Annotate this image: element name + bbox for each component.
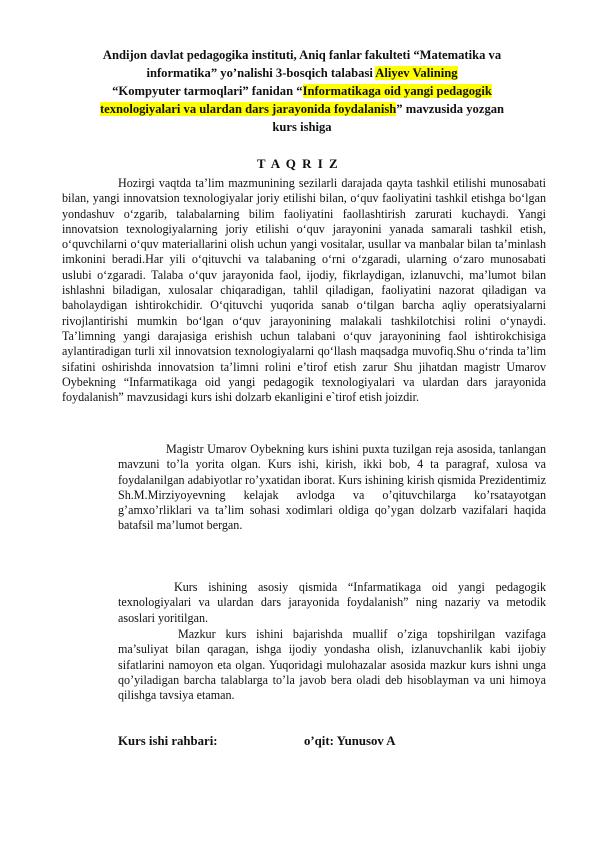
header-line-1: Andijon davlat pedagogika instituti, Aniq fanlar fakulteti “Matematika va <box>102 48 502 62</box>
paragraph-conclusion: Mazkur kurs ishini bajarishda muallif o’ziga topshirilgan vazifaga ma’suliyat bilan qaragan, ishga ijodiy yondasha olish, izlanuvchanlik kabi ijobiy sifatlarini namoyon eta olgan. Yuqoridagi mulohazalar asosida mazkur kurs ishni unga qo’yiladigan barcha talablarga to’la javob bera oladi deb hisoblayman va uni himoya qilishga tavsiya etaman. <box>118 627 546 703</box>
document-header <box>60 46 544 136</box>
paragraph-intro: Hozirgi vaqtda ta’lim mazmunining sezilarli darajada qayta tashkil etilishi munosabati bilan, yangi innovatsion texnologiyalar joriy etilishi bilan, o‘quv faoliyatini tashkil etishga bo‘lgan yondashuv o‘zgarib, talabalarning bilim faoliyatini faollashtirish zarurati kuchaydi. Yangi innovatsion texnologiyalarning joriy etilishi o‘quv jarayonini yanada samarali tashkil etish, o‘quvchilarni o‘quv materiallarini olish uchun yangi vositalar, usullar va manbalar bilan ta’minlash imkonini beradi.Har yili o‘qituvchi va talabaning o‘rni o‘zgaradi, ularning o‘zaro munosabati uslubi o‘zgaradi. Talaba o‘quv jarayonida faol, ijodiy, fikrlaydigan, izlanuvchi, ma’lumot bilan ishlashni biladigan, xulosalar chiqaradigan, tahlil qiladigan, faoliyatini nazorat qiladigan va baholaydigan ishtirokchidir. O‘qituvchi yuqorida sanab o‘tilgan barcha aqliy operatsiyalarni rivojlantirishi mumkin bo‘lgan o‘quv jarayonining malakali tashkilotchisi rolini o‘ynaydi. Ta’limning yangi darajasiga erishish uchun talabani o‘quv jarayonining faol ishtirokchisiga aylantiradigan turli xil innovatsion texnologiyalarni qo‘llash maqsadga muvofiq.Shu o‘rinda ta’lim sifatini oshirishda innovatsion ta’limni rolini e’tirof etish zarur Shu jihatdan magistr Umarov Oybekning “Infarmatikaga oid yangi pedagogik texnologiyalari va ulardan dars jarayonida foydalanish” mavzusidagi kurs ishi dolzarb ekanligini e`tirof etish joizdir. <box>62 176 546 405</box>
topic-highlight-a: Informatikaga oid yangi pedagogik <box>302 84 492 98</box>
header-line-4: ” mavzusida yozgan <box>396 102 505 116</box>
header-line-3: “Kompyuter tarmoqlari” fanidan “ <box>112 84 303 98</box>
paragraph-main-part: Kurs ishining asosiy qismida “Infarmatikaga oid yangi pedagogik texnologiyalari va ulardan dars jarayonida foydalanish” ning nazariy va metodik asoslari yoritilgan. <box>118 580 546 625</box>
supervisor-name: o’qit: Yunusov A <box>304 734 396 748</box>
topic-highlight-b: texnologiyalari va ulardan dars jarayonida foydalanish <box>99 102 397 116</box>
header-line-5: kurs ishiga <box>272 120 332 134</box>
review-title: T A Q R I Z <box>256 156 340 171</box>
student-name-highlight: Aliyev Valining <box>375 66 458 80</box>
header-line-2: informatika” yo’nalishi 3-bosqich talabasi <box>146 66 376 80</box>
paragraph-structure: Magistr Umarov Oybekning kurs ishini puxta tuzilgan reja asosida, tanlangan mavzuni to’la yorita olgan. Kurs ishi, kirish, ikki bob, 4 ta paragraf, xulosa va foydalanilgan adabiyotlar ro’yxatidan iborat. Kurs ishining kirish qismida Prezidentimiz Sh.M.Mirziyoyevning kelajak avlodga va o’qituvchilarga ko’rsatayotgan g’amxo’rliklari va ta’lim sohasi xodimlari oldiga qo’ygan dolzarb vazifalari haqida batafsil ma’lumot bergan. <box>118 442 546 533</box>
supervisor-label: Kurs ishi rahbari: <box>118 734 218 748</box>
